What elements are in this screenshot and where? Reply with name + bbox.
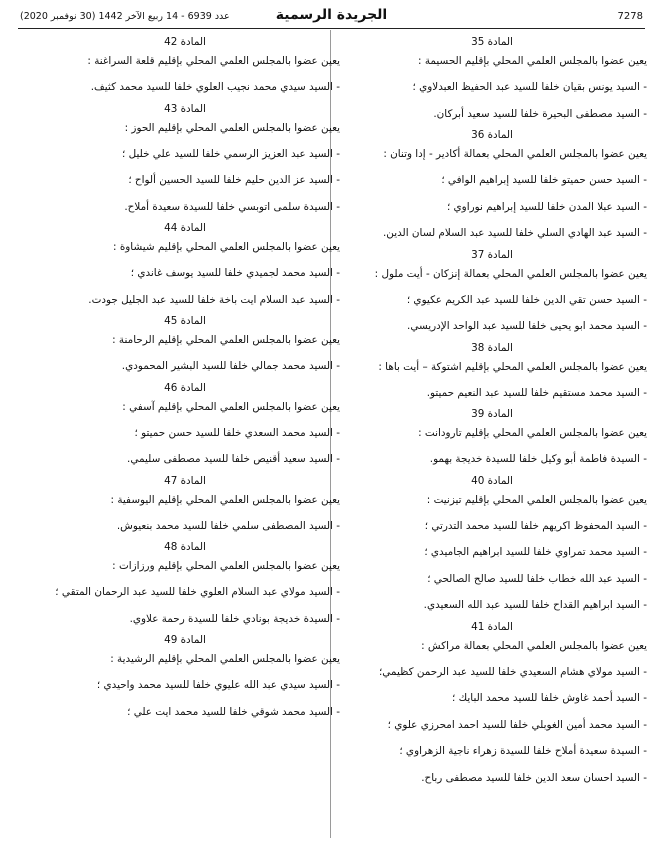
- article-intro: يعين عضوا بالمجلس العلمي المحلي بإقليم آسفي :: [122, 400, 340, 413]
- article-intro: يعين عضوا بالمجلس العلمي المحلي بإقليم قلعة السراغنة :: [87, 55, 340, 67]
- member-line: - السيد عز الدين حليم خلفا للسيد الحسين ألواح ؛: [128, 174, 340, 186]
- article-heading: المادة 48: [164, 541, 206, 553]
- article-intro: يعين عضوا بالمجلس العلمي المحلي بعمالة مراكش :: [421, 639, 647, 652]
- issue-info: عدد 6939 - 14 ربيع الآخر 1442 (30 نوفمبر 2020): [20, 11, 230, 22]
- member-line: - السيد محمد أمين الغوبلي خلفا للسيد احمد امحرزي علوي ؛: [387, 718, 647, 731]
- article-intro: يعين عضوا بالمجلس العلمي المحلي بإقليم ورزازات :: [112, 560, 340, 572]
- member-line: - السيد عبد العزيز الرسمي خلفا للسيد علي خليل ؛: [122, 147, 340, 160]
- article-block: [30, 32, 340, 101]
- article-intro: يعين عضوا بالمجلس العلمي المحلي بإقليم الحوز :: [124, 121, 340, 134]
- article-intro: يعين عضوا بالمجلس العلمي المحلي بعمالة أكادير - إدا وتنان :: [383, 148, 647, 160]
- member-line: - السيد حسن حميتو خلفا للسيد إبراهيم الوافي ؛: [441, 174, 647, 186]
- member-line: - السيدة فاطمة أبو وكيل خلفا للسيدة خديجة بهمو.: [429, 453, 647, 465]
- gazette-title: الجريدة الرسمية: [275, 7, 388, 23]
- member-line: - السيد أحمد غاوش خلفا للسيد محمد البايك ؛: [452, 692, 647, 704]
- article-heading: المادة 44: [164, 222, 206, 234]
- member-line: - السيد مولاي عبد السلام العلوي خلفا للسيد عبد الرحمان المتقي ؛: [55, 586, 340, 598]
- member-line: - السيد محمد تمراوي خلفا للسيد ابراهيم الجاميدي ؛: [424, 546, 647, 558]
- article-block: [337, 247, 647, 340]
- member-line: - السيد المصطفى سلمي خلفا للسيد محمد بنعيوش.: [116, 519, 340, 532]
- member-line: - السيد محمد شوقي خلفا للسيد محمد ايت علي ؛: [127, 705, 340, 718]
- article-block: [30, 539, 340, 632]
- article-heading: المادة 47: [164, 474, 206, 487]
- article-block: [337, 619, 647, 792]
- article-heading: المادة 41: [471, 620, 513, 633]
- article-block: [30, 473, 340, 540]
- member-line: - السيد عبد الهادي السلي خلفا للسيد عبد السلام لسان الدين.: [382, 227, 647, 239]
- article-block: [30, 220, 340, 313]
- member-line: - السيد عبد السلام ايت باخة خلفا للسيد عبد الجليل جودت.: [88, 293, 340, 306]
- article-heading: المادة 38: [471, 341, 513, 354]
- article-block: [30, 101, 340, 221]
- page-header: [18, 6, 645, 29]
- article-intro: يعين عضوا بالمجلس العلمي المحلي بإقليم الرحامنة :: [112, 334, 340, 346]
- member-line: - السيد احسان سعد الدين خلفا للسيد مصطفى رباح.: [421, 771, 647, 784]
- article-heading: المادة 35: [471, 36, 513, 48]
- member-line: - السيد حسن تقي الدين خلفا للسيد عبد الكريم عكيوي ؛: [406, 293, 647, 306]
- article-block: [337, 406, 647, 473]
- member-line: - السيد المحفوظ اكريهم خلفا للسيد محمد التدرتي ؛: [424, 519, 647, 532]
- article-heading: المادة 39: [471, 408, 513, 420]
- article-intro: يعين عضوا بالمجلس العلمي المحلي بإقليم اشتوكة – أيت باها :: [378, 360, 647, 373]
- article-intro: يعين عضوا بالمجلس العلمي المحلي بإقليم تارودانت :: [418, 427, 647, 439]
- page-number: 7278: [617, 11, 643, 22]
- member-line: - السيد عبلا المدن خلفا للسيد إبراهيم نوراوي ؛: [446, 200, 647, 213]
- article-block: [30, 313, 340, 380]
- member-line: - السيد مصطفى البحيرة خلفا للسيد سعيد أبركان.: [433, 107, 647, 120]
- article-intro: يعين عضوا بالمجلس العلمي المحلي بعمالة إنزكان - أيت ملول :: [374, 267, 647, 280]
- right-column: [337, 32, 647, 791]
- article-heading: المادة 40: [471, 474, 513, 487]
- article-block: [30, 380, 340, 473]
- member-line: - السيد محمد لجميدي خلفا للسيد يوسف غاندي ؛: [130, 267, 340, 279]
- article-block: [337, 127, 647, 247]
- article-heading: المادة 49: [164, 634, 206, 646]
- article-intro: يعين عضوا بالمجلس العلمي المحلي بإقليم شيشاوة :: [113, 241, 340, 253]
- member-line: - السيد محمد السعدي خلفا للسيد حسن حميتو ؛: [134, 426, 340, 439]
- member-line: - السيد مولاي هشام السعيدي خلفا للسيد عبد الرحمن كظيمي؛: [378, 665, 647, 678]
- article-heading: المادة 43: [164, 102, 206, 115]
- article-heading: المادة 46: [164, 381, 206, 394]
- member-line: - السيدة خديجة بونادي خلفا للسيدة رحمة علاوي.: [129, 612, 340, 625]
- member-line: - السيد محمد ابو يحيى خلفا للسيد عبد الواحد الإدريسي.: [407, 320, 647, 332]
- member-line: - السيدة سعيدة أملاح خلفا للسيدة زهراء ناجية الزهراوي ؛: [399, 745, 647, 757]
- article-heading: المادة 37: [471, 248, 513, 261]
- article-intro: يعين عضوا بالمجلس العلمي المحلي بإقليم الحسيمة :: [418, 55, 647, 67]
- member-line: - السيد يونس بقيان خلفا للسيد عبد الحفيظ العبدلاوي ؛: [412, 81, 647, 93]
- article-intro: يعين عضوا بالمجلس العلمي المحلي بإقليم اليوسفية :: [110, 493, 340, 506]
- article-block: [337, 32, 647, 127]
- article-intro: يعين عضوا بالمجلس العلمي المحلي بإقليم تيزنيت :: [426, 493, 647, 506]
- member-line: - السيد ابراهيم القداح خلفا للسيد عبد الله السعيدي.: [423, 599, 647, 611]
- member-line: - السيد محمد جمالي خلفا للسيد البشير المحمودي.: [121, 360, 340, 372]
- member-line: - السيد عبد الله خطاب خلفا للسيد صالح الصالحي ؛: [427, 572, 647, 585]
- article-heading: المادة 42: [164, 36, 206, 48]
- member-line: - السيدة سلمى اتوبسي خلفا للسيدة سعيدة أملاح.: [124, 200, 340, 213]
- left-column: [30, 32, 340, 725]
- member-line: - السيد سيدي محمد نجيب العلوي خلفا للسيد محمد كثيف.: [90, 81, 340, 93]
- article-block: [337, 340, 647, 407]
- article-block: [337, 473, 647, 619]
- member-line: - السيد سعيد أقنيص خلفا للسيد مصطفى سليمي.: [127, 453, 340, 465]
- member-line: - السيد محمد مستقيم خلفا للسيد عبد النعيم حميتو.: [426, 386, 647, 399]
- member-line: - السيد سيدي عبد الله عليوي خلفا للسيد محمد واحيدي ؛: [96, 679, 340, 691]
- article-heading: المادة 45: [164, 315, 206, 327]
- article-intro: يعين عضوا بالمجلس العلمي المحلي بإقليم الرشيدية :: [110, 653, 340, 665]
- article-block: [30, 632, 340, 725]
- article-heading: المادة 36: [471, 129, 513, 141]
